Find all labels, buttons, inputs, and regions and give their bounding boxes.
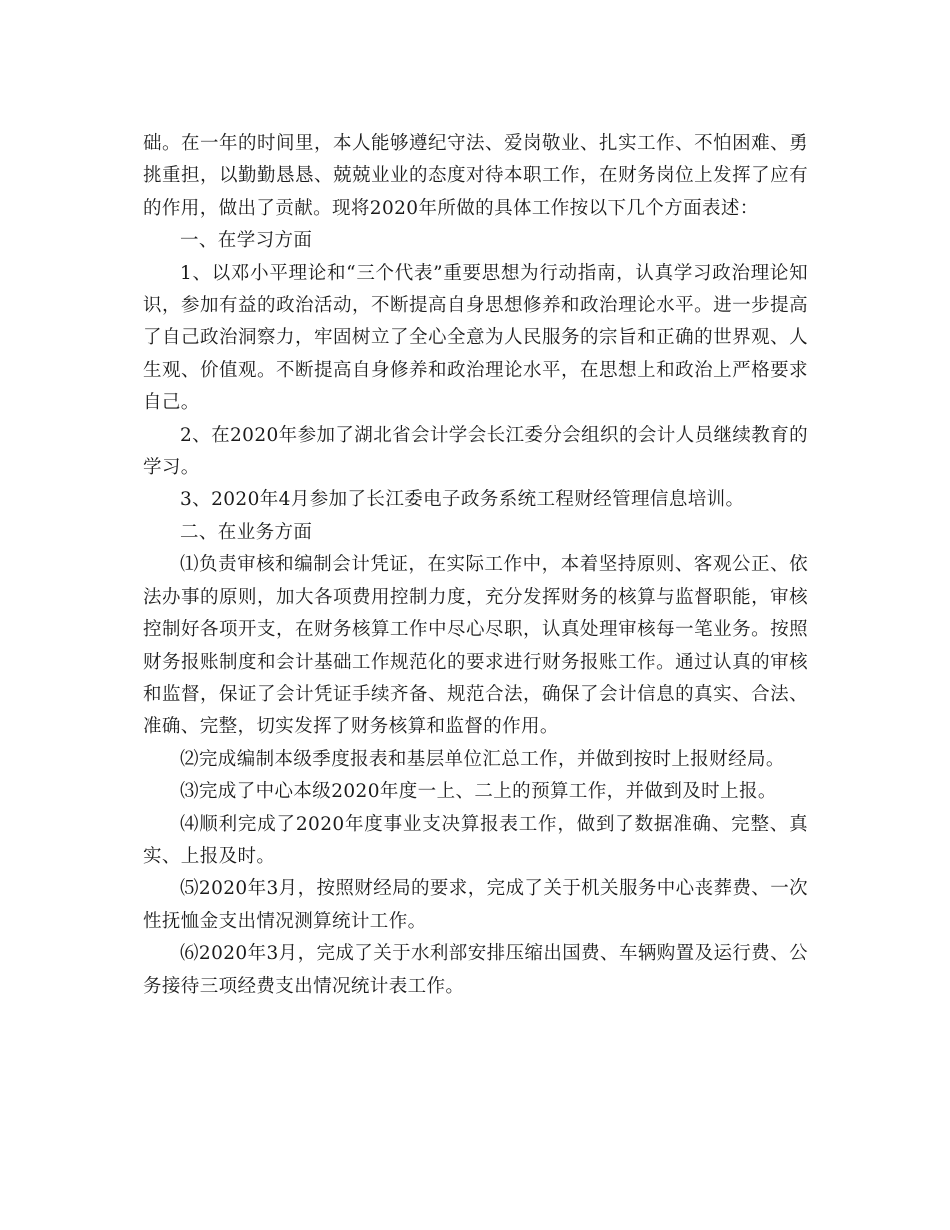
paragraph-business-item-3: ⑶完成了中心本级2020年度一上、二上的预算工作，并做到及时上报。 (180, 781, 777, 803)
paragraph-business-item-6: ⑹2020年3月，完成了关于水利部安排压缩出国费、车辆购置及运行费、公务接待三项经费支出情况统计表工作。 (143, 943, 808, 997)
paragraph-business-item-4: ⑷顺利完成了2020年度事业支决算报表工作，做到了数据准确、完整、真实、上报及时。 (143, 813, 808, 867)
paragraph-continuation: 础。在一年的时间里，本人能够遵纪守法、爱岗敬业、扎实工作、不怕困难、勇挑重担，以勤勤恳恳、兢兢业业的态度对待本职工作，在财务岗位上发挥了应有的作用，做出了贡献。现将2020年所做的具体工作按以下几个方面表述： (143, 133, 808, 219)
paragraph-study-item-1: 1、以邓小平理论和“三个代表”重要思想为行动指南，认真学习政治理论知识，参加有益的政治活动，不断提高自身思想修养和政治理论水平。进一步提高了自己政治洞察力，牢固树立了全心全意为人民服务的宗旨和正确的世界观、人生观、价值观。不断提高自身修养和政治理论水平，在思想上和政治上严格要求自己。 (143, 262, 808, 414)
section-heading-business: 二、在业务方面 (180, 521, 313, 543)
paragraph-business-item-2: ⑵完成编制本级季度报表和基层单位汇总工作，并做到按时上报财经局。 (180, 748, 785, 770)
paragraph-study-item-3: 3、2020年4月参加了长江委电子政务系统工程财经管理信息培训。 (180, 489, 745, 511)
section-heading-study: 一、在学习方面 (180, 230, 313, 252)
paragraph-study-item-2: 2、在2020年参加了湖北省会计学会长江委分会组织的会计人员继续教育的学习。 (143, 424, 808, 479)
paragraph-business-item-5: ⑸2020年3月，按照财经局的要求，完成了关于机关服务中心丧葬费、一次性抚恤金支出情况测算统计工作。 (143, 878, 808, 932)
document-body (143, 128, 808, 1003)
paragraph-business-item-1: ⑴负责审核和编制会计凭证，在实际工作中，本着坚持原则、客观公正、依法办事的原则，加大各项费用控制力度，充分发挥财务的核算与监督职能，审核控制好各项开支，在财务核算工作中尽心尽职，认真处理审核每一笔业务。按照财务报账制度和会计基础工作规范化的要求进行财务报账工作。通过认真的审核和监督，保证了会计凭证手续齐备、规范合法，确保了会计信息的真实、合法、准确、完整，切实发挥了财务核算和监督的作用。 (143, 554, 808, 738)
